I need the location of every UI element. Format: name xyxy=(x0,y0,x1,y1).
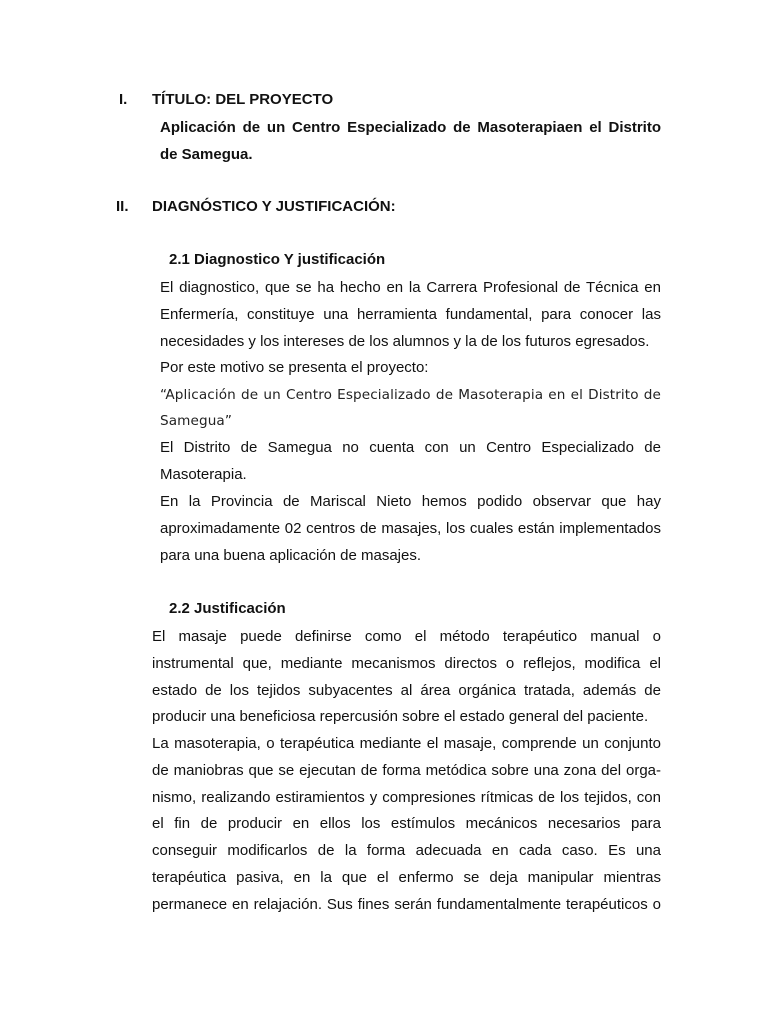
diagnostic-line-10: aproximadamente 02 centros de masajes, los cuales están implementados xyxy=(160,520,661,537)
diagnostic-line-11: para una buena aplicación de masajes. xyxy=(160,547,422,564)
justification-line-3: estado de los tejidos subyacentes al área orgánica tratada, además de xyxy=(152,682,661,699)
justification-line-6: de maniobras que se ejecutan de forma metódica sobre una zona del orga- xyxy=(152,762,661,779)
project-title-line-1: Aplicación de un Centro Especializado de Masoterapiaen el Distrito xyxy=(160,119,661,136)
section-1-numeral: I. xyxy=(119,91,128,108)
diagnostic-line-9: En la Provincia de Mariscal Nieto hemos podido observar que hay xyxy=(160,493,661,510)
diagnostic-line-2: Enfermería, constituye una herramienta fundamental, para conocer las xyxy=(160,306,661,323)
diagnostic-quote-line-2: Samegua” xyxy=(160,413,232,429)
justification-line-2: instrumental que, mediante mecanismos directos o reflejos, modifica el xyxy=(152,655,661,672)
section-1-heading: TÍTULO: DEL PROYECTO xyxy=(152,91,334,108)
justification-line-11: permanece en relajación. Sus fines serán fundamentalmente terapéuticos o xyxy=(152,896,661,913)
diagnostic-quote-line-1: “Aplicación de un Centro Especializado de Masoterapia en el Distrito de xyxy=(160,387,661,403)
justification-line-4: producir una beneficiosa repercusión sobre el estado general del paciente. xyxy=(152,708,649,725)
diagnostic-line-4: Por este motivo se presenta el proyecto: xyxy=(160,359,429,376)
justification-line-7: nismo, realizando estiramientos y compresiones rítmicas de los tejidos, con xyxy=(152,789,661,806)
justification-line-5: La masoterapia, o terapéutica mediante el masaje, comprende un conjunto xyxy=(152,735,661,752)
diagnostic-line-8: Masoterapia. xyxy=(160,466,247,483)
section-2-heading: DIAGNÓSTICO Y JUSTIFICACIÓN: xyxy=(152,198,396,215)
diagnostic-line-7: El Distrito de Samegua no cuenta con un Centro Especializado de xyxy=(160,439,661,456)
subsection-2-2-heading: 2.2 Justificación xyxy=(169,600,286,617)
project-title-line-2: de Samegua. xyxy=(160,146,253,163)
justification-line-1: El masaje puede definirse como el método terapéutico manual o xyxy=(152,628,661,645)
justification-line-10: terapéutica pasiva, en la que el enfermo se deja manipular mientras xyxy=(152,869,661,886)
section-2-numeral: II. xyxy=(116,198,129,215)
diagnostic-line-1: El diagnostico, que se ha hecho en la Carrera Profesional de Técnica en xyxy=(160,279,661,296)
justification-line-8: el fin de producir en ellos los estímulos mecánicos necesarios para xyxy=(152,815,661,832)
subsection-2-1-heading: 2.1 Diagnostico Y justificación xyxy=(169,251,386,268)
diagnostic-line-3: necesidades y los intereses de los alumnos y la de los futuros egresados. xyxy=(160,333,650,350)
justification-line-9: conseguir modificarlos de la forma adecuada en cada caso. Es una xyxy=(152,842,661,859)
